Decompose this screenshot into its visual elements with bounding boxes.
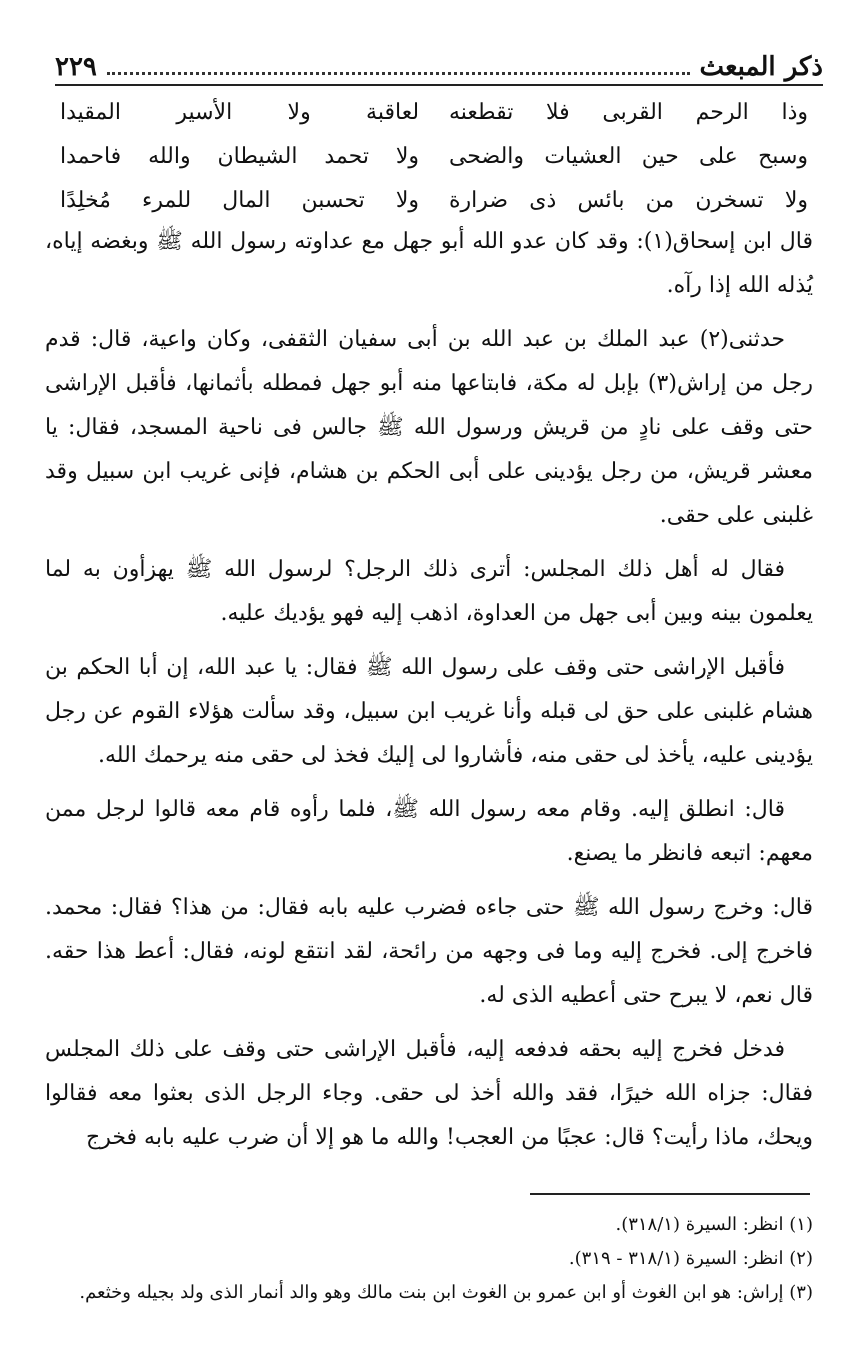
verse-second-hemistich: ولا تحمد الشيطان والله فاحمدا xyxy=(60,143,420,169)
poem-verses xyxy=(60,90,808,222)
paragraph-prophet-goes: قال: انطلق إليه. وقام معه رسول الله ﷺ، فلما رأوه قام معه قالوا لرجل ممن معهم: اتبعه فانظر ما يصنع. xyxy=(45,797,813,866)
footnote-separator xyxy=(530,1193,810,1195)
chapter-title: ذكر المبعث xyxy=(699,52,823,82)
verse-row xyxy=(60,178,808,222)
main-text xyxy=(45,220,813,1170)
paragraph-irashi-request: فأقبل الإراشى حتى وقف على رسول الله ﷺ فقال: يا عبد الله، إن أبا الحكم بن هشام غلبنى على حق لى قبله وأنا غريب ابن سبيل، وقد سألت هؤلاء القوم عن رجل يؤدينى عليه، يأخذ لى حقى منه، فأشاروا لى إليك فخذ لى حقى منه يرحمك الله. xyxy=(45,655,813,768)
footnote-3: (٣) إراش: هو ابن الغوث أو ابن عمرو بن الغوث ابن بنت مالك وهو والد أنمار الذى ولد بجيله وخثعم. xyxy=(79,1282,813,1303)
footnote-2: (٢) انظر: السيرة (٣١٨/١ - ٣١٩). xyxy=(568,1248,813,1269)
paragraph-narration: حدثنى(٢) عبد الملك بن عبد الله بن أبى سفيان الثقفى، وكان واعية، قال: قدم رجل من إراش(٣) بإبل له مكة، فابتاعها منه أبو جهل فمطله بأثمانها، فأقبل الإراشى حتى وقف على نادٍ من قريش ورسول الله ﷺ جالس فى ناحية المسجد، فقال: يا معشر قريش، من رجل يؤدينى على أبى الحكم بن هشام، فإنى غريب ابن سبيل وقد غلبنى على حقى. xyxy=(45,327,813,528)
verse-second-hemistich: ولا تحسبن المال للمرء مُخلِدًا xyxy=(60,187,420,213)
paragraph-ibn-ishaq: قال ابن إسحاق(١): وقد كان عدو الله أبو جهل مع عداوته رسول الله ﷺ وبغضه إياه، يُذله الله إذا رآه. xyxy=(45,229,813,298)
page-number: ٢٢٩ xyxy=(55,52,97,82)
footnotes xyxy=(45,1208,813,1310)
paragraph-majlis-reply: فقال له أهل ذلك المجلس: أترى ذلك الرجل؟ لرسول الله ﷺ يهزأون به لما يعلمون بينه وبين أبى جهل من العداوة، اذهب إليه فهو يؤديك عليه. xyxy=(45,557,813,626)
running-header xyxy=(55,44,823,86)
verse-first-hemistich: وذا الرحم القربى فلا تقطعنه xyxy=(448,99,808,125)
verse-first-hemistich: ولا تسخرن من بائس ذى ضرارة xyxy=(448,187,808,213)
verse-first-hemistich: وسبح على حين العشيات والضحى xyxy=(448,143,808,169)
paragraph-door-knock: قال: وخرج رسول الله ﷺ حتى جاءه فضرب عليه بابه فقال: من هذا؟ فقال: محمد. فاخرج إلى. فخرج إليه وما فى وجهه من رائحة، لقد انتقع لونه، فقال: أعط هذا حقه. قال نعم، لا يبرح حتى أعطيه الذى له. xyxy=(45,895,813,1008)
verse-second-hemistich: لعاقبة ولا الأسير المقيدا xyxy=(60,99,420,125)
verse-row xyxy=(60,90,808,134)
header-leader-dots xyxy=(107,72,690,75)
paragraph-right-returned: فدخل فخرج إليه بحقه فدفعه إليه، فأقبل الإراشى حتى وقف على ذلك المجلس فقال: جزاه الله خيرًا، فقد والله أخذ لى حقى. وجاء الرجل الذى بعثوا معه فقالوا ويحك، ماذا رأيت؟ قال: عجبًا من العجب! والله ما هو إلا أن ضرب عليه بابه فخرج xyxy=(45,1037,813,1150)
verse-row xyxy=(60,134,808,178)
footnote-1: (١) انظر: السيرة (٣١٨/١). xyxy=(615,1214,813,1235)
